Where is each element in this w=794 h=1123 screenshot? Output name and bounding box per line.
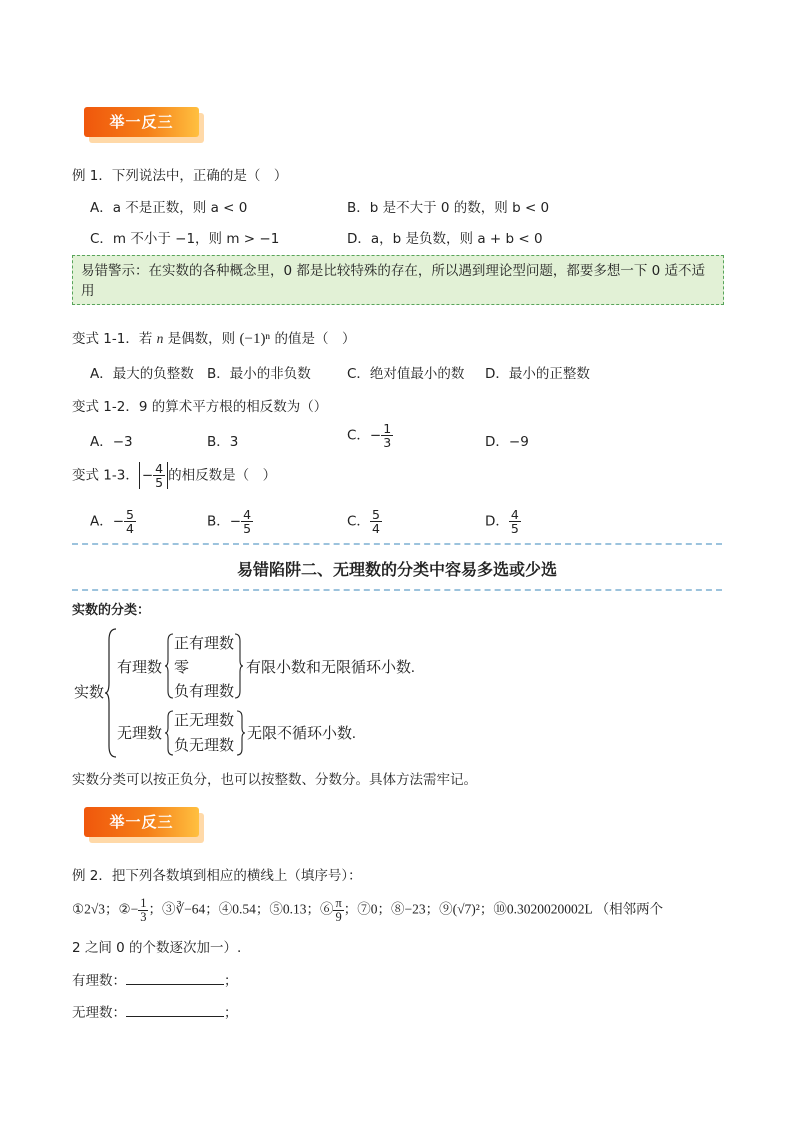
irrational-answer-row	[72, 1001, 238, 1021]
big-brace-icon	[104, 628, 118, 758]
banner-label: 举一反三	[109, 113, 174, 131]
rational-label: 有理数：	[72, 973, 126, 989]
separator: ；	[224, 1005, 238, 1021]
section-divider-bottom	[72, 589, 722, 591]
fraction-numerator: 1	[140, 896, 147, 910]
variant-1-1-option-d: D．最小的正整数	[485, 366, 590, 382]
tree-pos-rational: 正有理数	[174, 636, 235, 652]
tree-irrational: 无理数	[117, 726, 163, 742]
brace-icon	[164, 633, 174, 699]
example1-option-a: A．a 不是正数，则 a < 0	[90, 200, 248, 216]
fraction-denominator: 9	[335, 910, 342, 924]
fraction-numerator: 5	[371, 507, 380, 522]
example1-option-d: D．a，b 是负数，则 a + b < 0	[347, 231, 543, 247]
variant-1-1-stem-a: 变式 1-1．若	[72, 331, 153, 347]
fraction-denominator: 5	[155, 475, 164, 490]
fraction	[241, 508, 253, 535]
example1-option-c: C．m 不小于 −1，则 m > −1	[90, 231, 280, 247]
item-2-prefix: ②−	[118, 901, 139, 917]
fraction-numerator: 4	[155, 461, 164, 476]
item-6-sep: ；	[343, 901, 358, 917]
variant-1-1-stem-b: 是偶数，则	[167, 331, 236, 347]
fraction-numerator: 5	[126, 507, 134, 522]
option-prefix: B．−	[207, 513, 242, 530]
tree-rational-desc: 有限小数和无限循环小数.	[246, 660, 415, 676]
fraction-numerator: 4	[243, 507, 252, 522]
banner-label: 举一反三	[109, 813, 174, 831]
option-c-prefix: C．−	[347, 427, 382, 444]
item-8: ⑧−23；	[391, 901, 440, 917]
example1-option-b: B．b 是不大于 0 的数，则 b < 0	[347, 200, 550, 216]
fraction	[370, 508, 382, 535]
classification-heading: 实数的分类：	[72, 603, 151, 618]
tree-neg-rational: 负有理数	[174, 684, 235, 700]
option-prefix: D．	[485, 513, 509, 530]
fraction-numerator: 1	[383, 421, 392, 436]
variant-1-3-stem-b: 的相反数是（ ）	[168, 467, 277, 484]
fraction-numerator: 4	[510, 507, 519, 522]
tree-rational: 有理数	[117, 660, 163, 676]
fraction-denominator: 3	[383, 435, 392, 450]
tree-neg-irrational: 负无理数	[174, 738, 235, 754]
item-9: ⑨(√7)²；	[439, 901, 494, 917]
variant-1-1-option-c: C．绝对值最小的数	[347, 366, 465, 382]
item-1: ①2√3；	[72, 901, 119, 917]
fraction	[381, 422, 393, 449]
variant-1-2-stem: 变式 1-2．9 的算术平方根的相反数为（）	[72, 399, 328, 415]
item-10: ⑩0.3020020002L （相邻两个	[493, 901, 664, 917]
item-4: ④0.54；	[218, 901, 270, 917]
fraction	[138, 897, 148, 924]
variant-1-3-option-a	[90, 508, 136, 535]
banner-practice-1	[84, 107, 202, 140]
fraction-denominator: 4	[126, 521, 134, 536]
fraction	[124, 508, 136, 535]
variant-1-2-option-b: B．3	[207, 434, 239, 450]
variant-1-3-option-b	[207, 508, 253, 535]
mistake-warning-box: 易错警示：在实数的各种概念里，0 都是比较特殊的存在，所以遇到理论型问题，都要多想一下 0 适不适用	[72, 255, 724, 305]
variant-1-1-stem	[72, 327, 355, 348]
variable-n: n	[156, 331, 164, 346]
option-prefix: C．	[347, 513, 370, 530]
closing-brace-icon	[234, 633, 244, 699]
brace-icon	[164, 710, 174, 756]
variant-1-2-option-c	[347, 422, 393, 449]
closing-brace-icon	[236, 710, 246, 756]
fraction	[509, 508, 521, 535]
banner-practice-2	[84, 807, 202, 840]
item-3: ③∛−64；	[161, 901, 219, 917]
fraction-denominator: 5	[510, 521, 519, 536]
variant-1-1-option-b: B．最小的非负数	[207, 366, 311, 382]
example2-stem: 例 2．把下列各数填到相应的横线上（填序号）：	[72, 868, 362, 884]
variant-1-1-option-a: A．最大的负整数	[90, 366, 194, 382]
variant-1-2-option-a: A．−3	[90, 434, 133, 450]
fraction	[333, 897, 343, 924]
tree-irrational-desc: 无限不循环小数.	[247, 726, 356, 742]
fraction	[153, 462, 165, 489]
variant-1-2-option-d: D．−9	[485, 434, 529, 450]
abs-sign: −	[141, 467, 154, 484]
variant-1-3-option-d	[485, 508, 521, 535]
classification-note: 实数分类可以按正负分，也可以按整数、分数分。具体方法需牢记。	[72, 772, 477, 788]
tree-zero: 零	[174, 660, 190, 676]
example1-stem: 例 1．下列说法中，正确的是（ ）	[72, 168, 288, 184]
section-title: 易错陷阱二、无理数的分类中容易多选或少选	[236, 560, 557, 579]
fraction-denominator: 3	[140, 910, 147, 924]
option-prefix: A．−	[90, 513, 125, 530]
power-expression: (−1)ⁿ	[239, 331, 271, 347]
item-7: ⑦0；	[357, 901, 392, 917]
variant-1-3-stem-a: 变式 1-3．	[72, 467, 139, 484]
absolute-value	[139, 462, 168, 489]
item-2-sep: ；	[148, 901, 162, 917]
separator: ；	[224, 973, 238, 989]
irrational-label: 无理数：	[72, 1005, 126, 1021]
tree-pos-irrational: 正无理数	[174, 713, 235, 729]
rational-answer-row	[72, 969, 238, 989]
irrational-answer-blank[interactable]	[126, 1002, 224, 1017]
tree-root-real: 实数	[74, 685, 105, 701]
variant-1-3-stem	[72, 462, 276, 489]
fraction-denominator: 5	[243, 521, 252, 536]
item-6-prefix: ⑥	[319, 901, 334, 917]
item-5: ⑤0.13；	[269, 901, 320, 917]
example2-number-list	[72, 897, 663, 924]
rational-answer-blank[interactable]	[126, 970, 224, 985]
fraction-denominator: 4	[371, 521, 380, 536]
variant-1-3-option-c	[347, 508, 382, 535]
fraction-numerator: π	[335, 896, 342, 910]
example2-line2: 2 之间 0 的个数逐次加一）.	[72, 940, 242, 956]
variant-1-1-stem-c: 的值是（ ）	[274, 331, 356, 347]
section-divider-top	[72, 543, 722, 545]
